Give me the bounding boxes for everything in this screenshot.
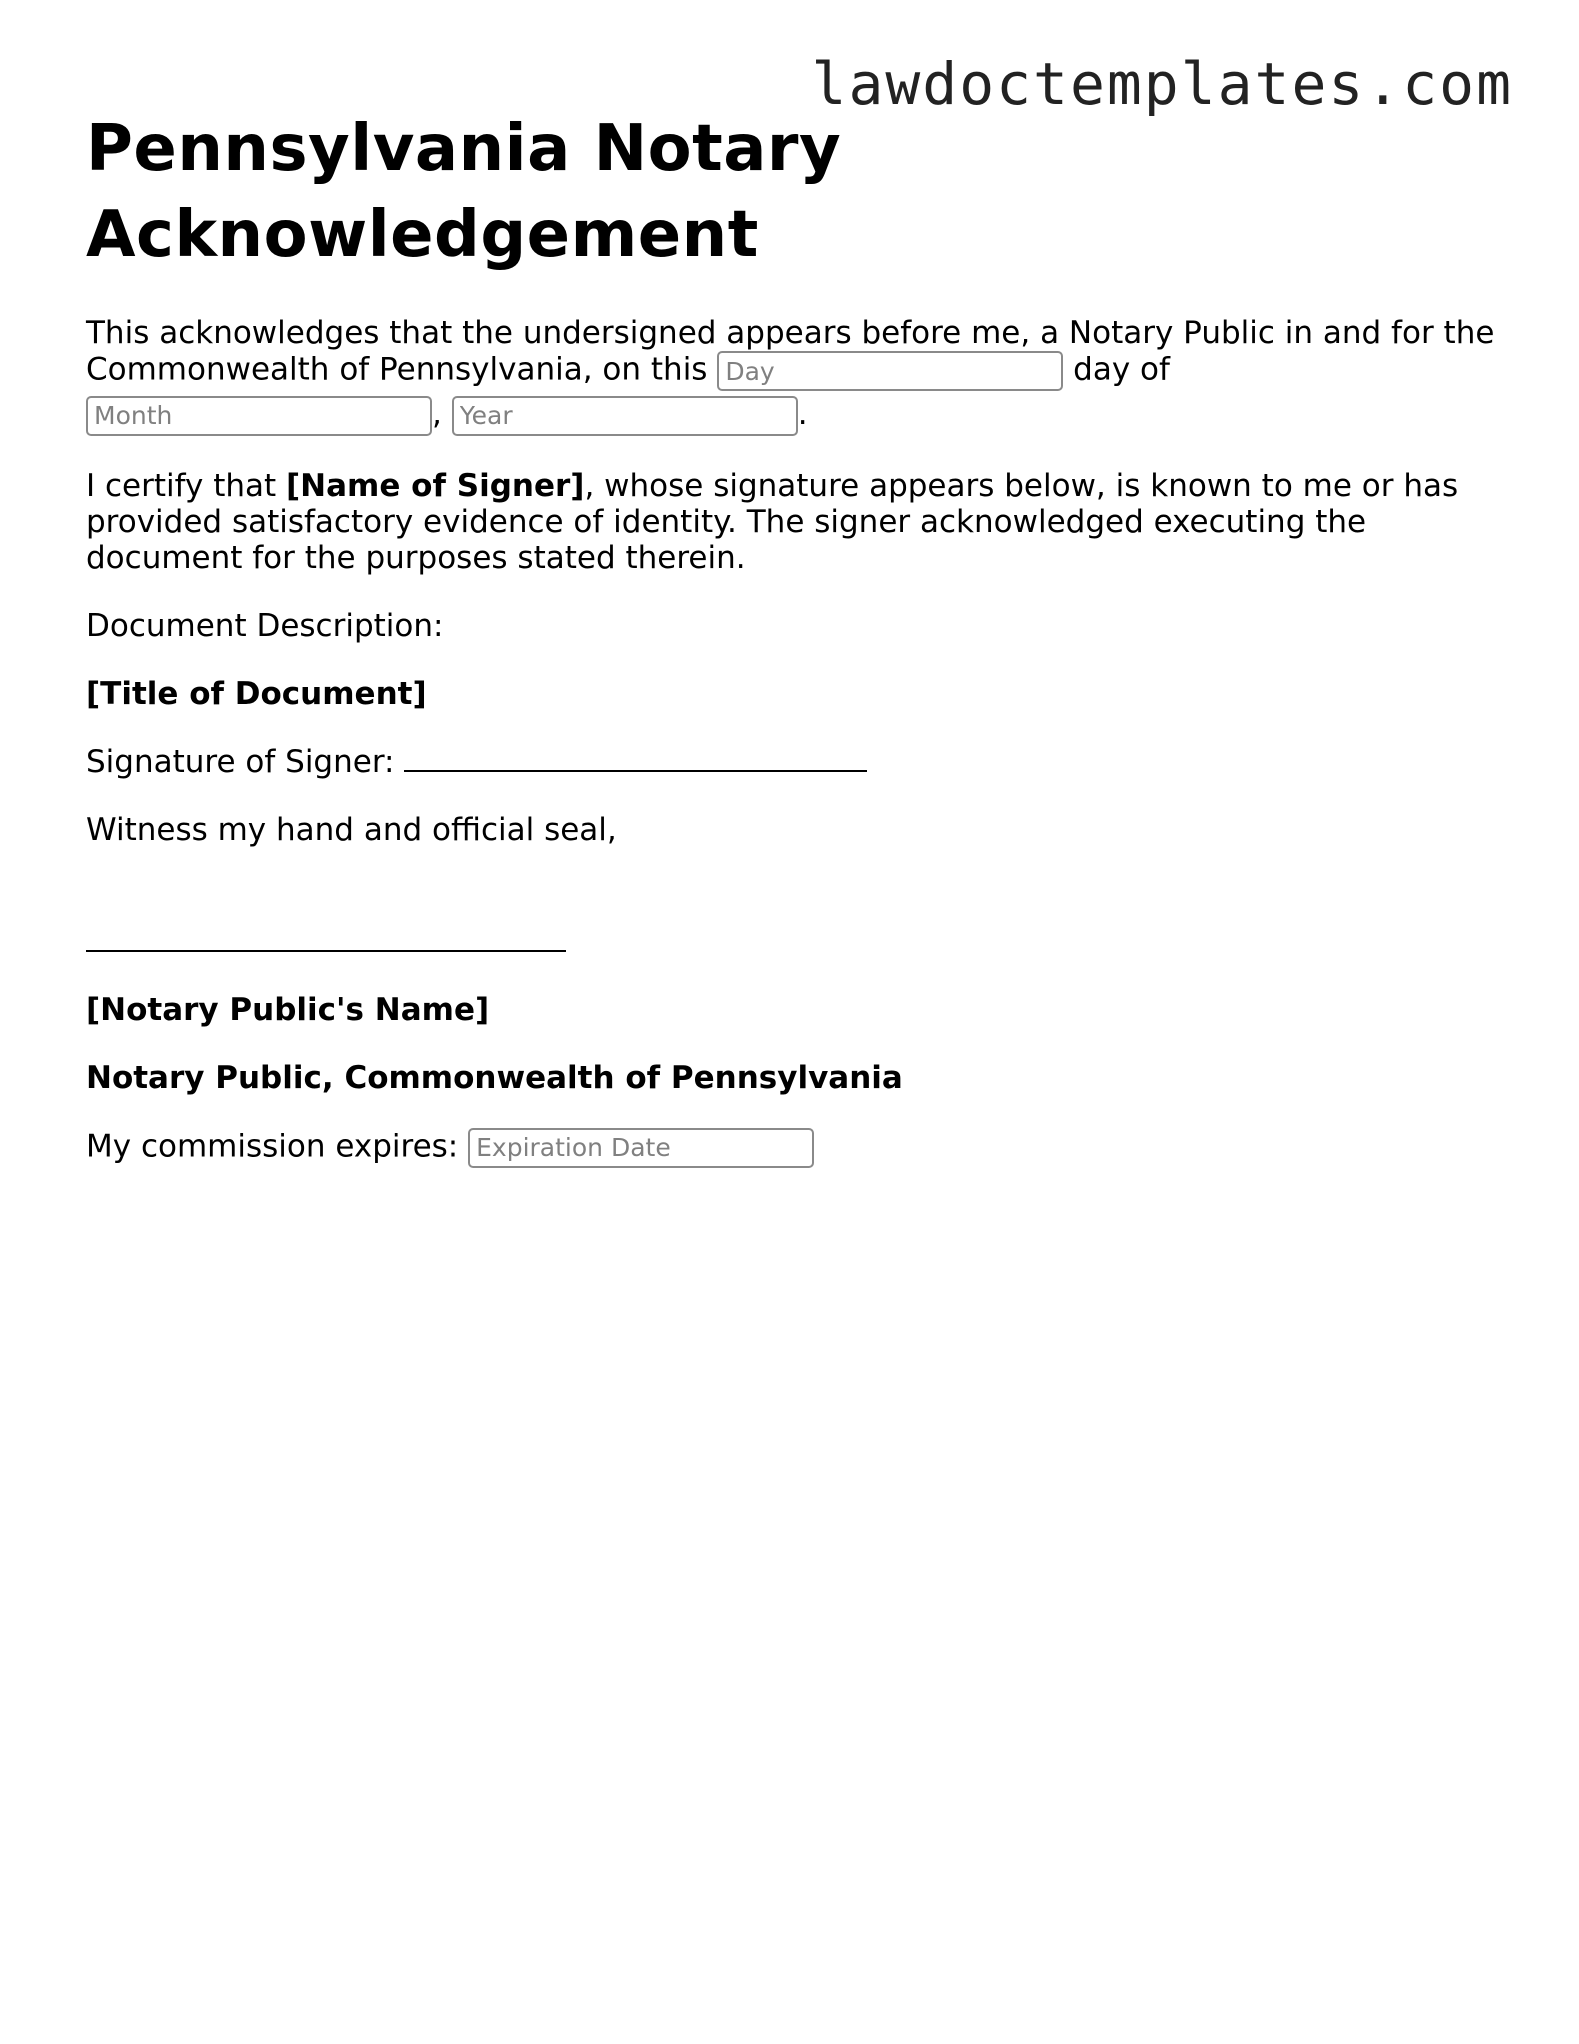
intro-text-1: This acknowledges that the undersigned appears before me, a Notary Public in and for the Commonwealth of Pennsylvania, on this <box>86 315 1495 388</box>
signature-spacer <box>86 848 1496 920</box>
period-separator: . <box>797 396 808 432</box>
notary-signature-row <box>86 920 1496 960</box>
notary-signature-line <box>86 920 566 952</box>
certify-suffix: , whose signature appears below, is known to me or has provided satisfactory evidence of identity. The signer acknowledged executing the document for the purposes stated therein. <box>86 467 1459 576</box>
signature-row <box>86 744 1496 780</box>
intro-text-2: day of <box>1073 351 1170 388</box>
watermark: lawdoctemplates.com <box>811 50 1513 118</box>
certify-prefix: I certify that <box>86 467 277 504</box>
document-body <box>86 106 1496 1168</box>
signer-name-placeholder: [Name of Signer] <box>286 467 585 504</box>
signature-label: Signature of Signer: <box>86 743 395 780</box>
notary-title: Notary Public, Commonwealth of Pennsylvania <box>86 1059 903 1096</box>
intro-paragraph <box>86 315 1496 391</box>
commission-label: My commission expires: <box>86 1128 459 1164</box>
notary-name-placeholder: [Notary Public's Name] <box>86 991 490 1028</box>
date-line <box>86 393 1496 436</box>
day-input[interactable] <box>717 351 1063 391</box>
witness-text: Witness my hand and official seal, <box>86 811 617 848</box>
document-description-label: Document Description: <box>86 607 444 644</box>
page-title: Pennsylvania Notary Acknowledgement <box>86 112 842 272</box>
commission-row <box>86 1128 1496 1168</box>
certify-paragraph <box>86 468 1496 576</box>
expiration-date-input[interactable] <box>468 1128 814 1168</box>
comma-separator: , <box>432 396 442 432</box>
document-title-placeholder: [Title of Document] <box>86 675 427 712</box>
month-input[interactable] <box>86 396 432 436</box>
year-input[interactable] <box>452 396 798 436</box>
signer-signature-line <box>404 744 867 772</box>
